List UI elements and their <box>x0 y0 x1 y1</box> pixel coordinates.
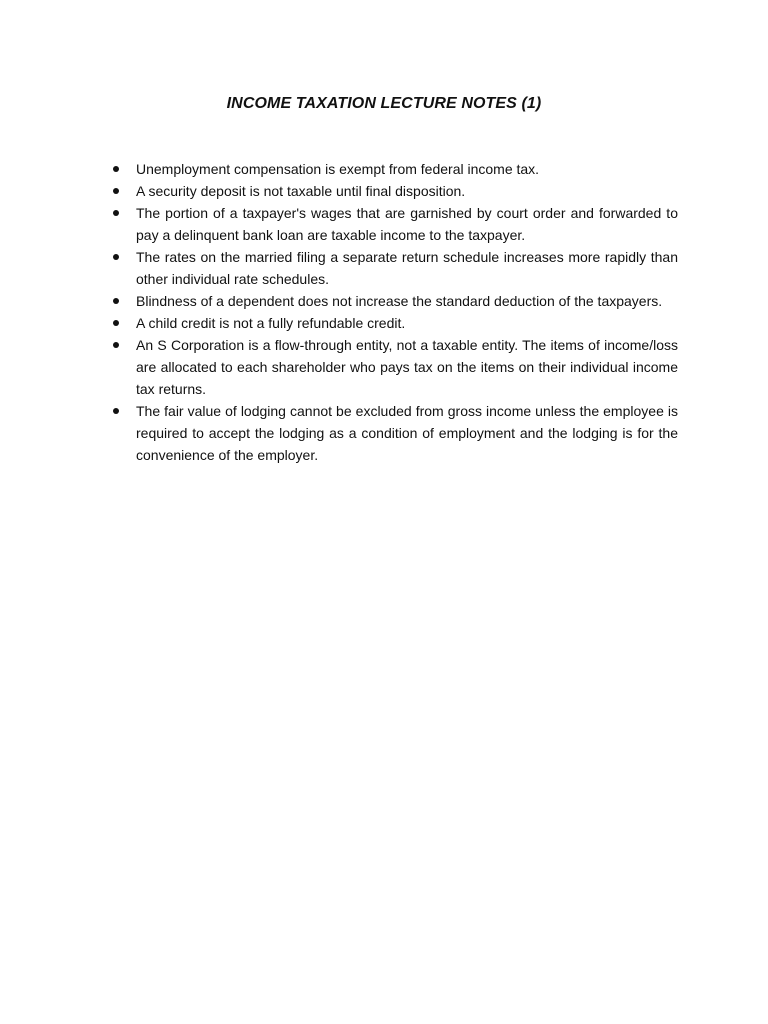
bullet-icon <box>113 210 119 216</box>
note-text: Blindness of a dependent does not increase the standard deduction of the taxpayers. <box>136 293 663 309</box>
bullet-icon <box>113 320 119 326</box>
note-text: A security deposit is not taxable until final disposition. <box>136 183 466 199</box>
bullet-icon <box>113 188 119 194</box>
list-item <box>110 246 678 290</box>
note-text: The rates on the married filing a separate return schedule increases more rapidly than other individual rate schedules. <box>136 249 678 287</box>
list-item <box>110 312 678 334</box>
bullet-icon <box>113 342 119 348</box>
bullet-icon <box>113 166 119 172</box>
note-text: An S Corporation is a flow-through entity, not a taxable entity. The items of income/loss are allocated to each shareholder who pays tax on the items on their individual income tax returns. <box>136 337 678 397</box>
list-item <box>110 400 678 466</box>
note-text: A child credit is not a fully refundable credit. <box>136 315 406 331</box>
bullet-icon <box>113 298 119 304</box>
list-item <box>110 334 678 400</box>
list-item <box>110 290 678 312</box>
notes-list <box>110 158 678 466</box>
bullet-icon <box>113 408 119 414</box>
list-item <box>110 202 678 246</box>
list-item <box>110 180 678 202</box>
note-text: Unemployment compensation is exempt from federal income tax. <box>136 161 540 177</box>
bullet-icon <box>113 254 119 260</box>
list-item <box>110 158 678 180</box>
note-text: The portion of a taxpayer's wages that are garnished by court order and forwarded to pay a delinquent bank loan are taxable income to the taxpayer. <box>136 205 678 243</box>
document-title: INCOME TAXATION LECTURE NOTES (1) <box>226 95 542 112</box>
note-text: The fair value of lodging cannot be excluded from gross income unless the employee is required to accept the lodging as a condition of employment and the lodging is for the convenience of the employer. <box>136 403 678 463</box>
